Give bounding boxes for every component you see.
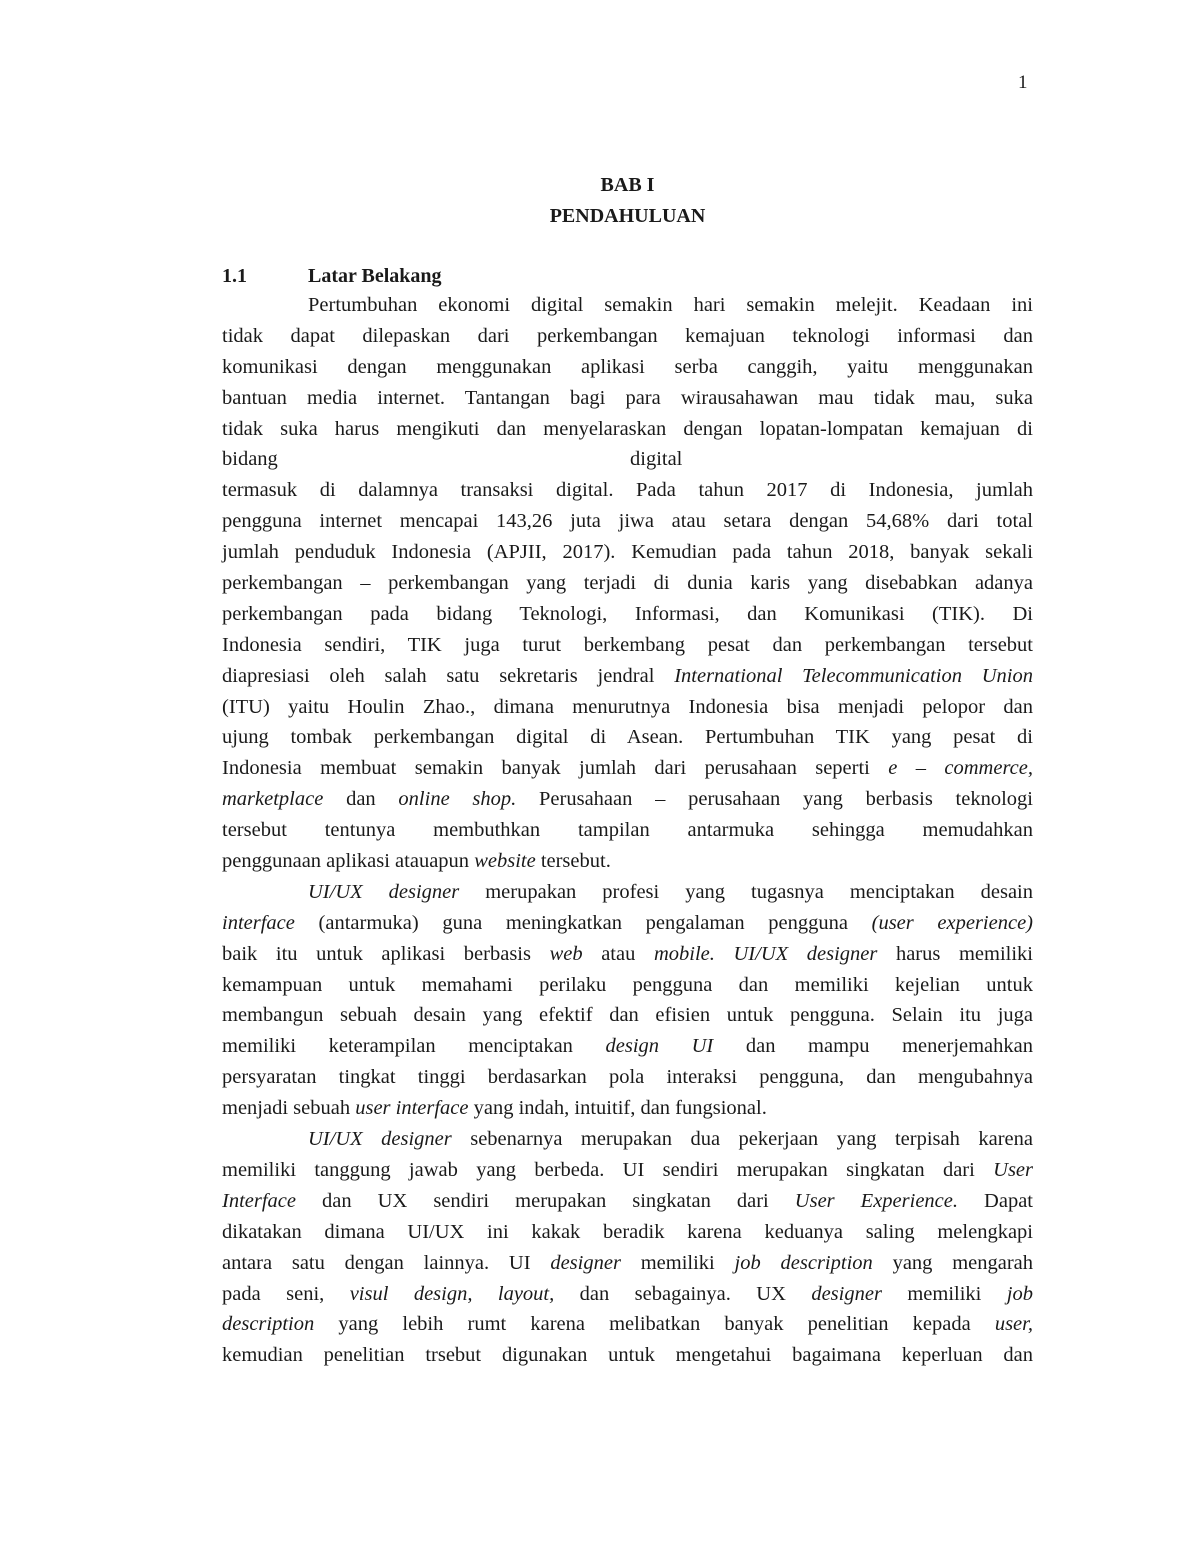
text-fragment-italic: online shop. [398, 788, 517, 811]
text-fragment-italic: Interface [222, 1189, 296, 1212]
text-fragment: penggunaan aplikasi atauapun [222, 850, 475, 873]
text-fragment-italic: design UI [605, 1035, 714, 1058]
paragraph-3 [222, 1124, 1033, 1371]
text-fragment-italic: user interface [355, 1097, 469, 1120]
text-line [222, 444, 1033, 475]
text-fragment: pada seni, [222, 1282, 350, 1305]
text-fragment-italic: web [549, 942, 583, 965]
text-fragment-italic: marketplace [222, 788, 324, 811]
section-heading [222, 261, 442, 292]
text-fragment-italic: job [1006, 1282, 1033, 1305]
text-fragment-italic: User [993, 1158, 1033, 1181]
text-line: termasuk di dalamnya transaksi digital. Pada tahun 2017 di Indonesia, jumlah [222, 479, 1033, 502]
text-line [222, 753, 1033, 784]
text-fragment-italic: (user experience) [871, 911, 1033, 934]
text-fragment-italic: UI/UX designer [733, 942, 878, 965]
page-number: 1 [1018, 72, 1028, 93]
text-line: Pertumbuhan ekonomi digital semakin hari semakin melejit. Keadaan ini [308, 294, 1033, 316]
text-fragment: menjadi sebuah [222, 1097, 356, 1120]
text-line: tidak dapat dilepaskan dari perkembangan kemajuan teknologi informasi dan [222, 324, 1033, 347]
text-line [222, 1279, 1033, 1310]
text-fragment: memiliki keterampilan menciptakan [222, 1035, 606, 1058]
text-fragment-italic: job description [734, 1251, 873, 1274]
text-line [222, 1248, 1033, 1279]
text-line [222, 1093, 1033, 1124]
text-fragment: dan sebagainya. UX [554, 1282, 812, 1305]
text-line [222, 908, 1033, 939]
text-fragment: antara satu dengan lainnya. UI [222, 1251, 551, 1274]
text-fragment-italic: description [222, 1313, 315, 1336]
text-fragment: dan UX sendiri merupakan singkatan dari [296, 1189, 795, 1212]
text-fragment-italic: User Experience. [794, 1189, 958, 1212]
text-fragment: dan [323, 788, 399, 811]
text-line [222, 1124, 1033, 1155]
text-fragment-italic: designer [811, 1282, 882, 1305]
text-fragment: baik itu untuk aplikasi berbasis [222, 942, 550, 965]
text-fragment-italic: interface [222, 911, 295, 934]
text-line [222, 1155, 1033, 1186]
text-fragment: harus memiliki [877, 942, 1033, 965]
text-line [222, 939, 1033, 970]
chapter-heading [222, 170, 1033, 232]
text-fragment-italic: International Telecommunication Union [674, 664, 1033, 687]
text-line: jumlah penduduk Indonesia (APJII, 2017). Kemudian pada tahun 2018, banyak sekali [222, 541, 1033, 564]
section-number: 1.1 [222, 265, 247, 287]
text-line: pengguna internet mencapai 143,26 juta jiwa atau setara dengan 54,68% dari total [222, 510, 1033, 533]
text-fragment: merupakan profesi yang tugasnya menciptakan desain [459, 880, 1033, 903]
text-fragment: yang indah, intuitif, dan fungsional. [468, 1097, 767, 1120]
paragraph-2 [222, 877, 1033, 1124]
text-fragment: yang lebih rumt karena melibatkan banyak penelitian kepada [314, 1313, 995, 1336]
text-fragment: memiliki [881, 1282, 1007, 1305]
text-line: perkembangan – perkembangan yang terjadi di dunia karis yang disebabkan adanya [222, 572, 1033, 595]
text-line: perkembangan pada bidang Teknologi, Informasi, dan Komunikasi (TIK). Di [222, 602, 1033, 625]
text-fragment [715, 943, 734, 965]
text-fragment: yang mengarah [872, 1251, 1034, 1274]
text-fragment: memiliki [620, 1251, 735, 1274]
text-fragment: Indonesia membuat semakin banyak jumlah dari perusahaan seperti [222, 757, 889, 780]
text-fragment: Perusahaan – perusahaan yang berbasis teknologi [516, 788, 1033, 811]
text-line [222, 877, 1033, 908]
chapter-title: PENDAHULUAN [549, 205, 706, 227]
text-fragment: atau [582, 942, 654, 965]
text-line: membangun sebuah desain yang efektif dan efisien untuk pengguna. Selain itu juga [222, 1004, 1033, 1027]
text-fragment: dan mampu menerjemahkan [713, 1035, 1034, 1058]
text-fragment: tersebut. [535, 850, 611, 873]
text-line: Indonesia sendiri, TIK juga turut berkembang pesat dan perkembangan tersebut [222, 633, 1033, 656]
text-fragment: diapresiasi oleh salah satu sekretaris jendral [222, 664, 675, 687]
text-fragment-italic: visul design, layout, [349, 1282, 555, 1305]
text-fragment-italic: UI/UX designer [308, 1128, 452, 1151]
text-line [222, 1309, 1033, 1340]
paragraph-1 [222, 290, 1033, 877]
text-line: tersebut tentunya membuthkan tampilan antarmuka sehingga memudahkan [222, 819, 1033, 842]
text-fragment: bidang [222, 448, 278, 471]
text-fragment: memiliki tanggung jawab yang berbeda. UI sendiri merupakan singkatan dari [222, 1158, 994, 1181]
text-fragment-italic: website [474, 850, 536, 873]
text-fragment-italic: user, [994, 1313, 1033, 1336]
text-line: persyaratan tingkat tinggi berdasarkan pola interaksi pengguna, dan mengubahnya [222, 1066, 1033, 1089]
text-line [222, 1031, 1033, 1062]
text-line: ujung tombak perkembangan digital di Asean. Pertumbuhan TIK yang pesat di [222, 726, 1033, 749]
text-fragment: Dapat [958, 1189, 1033, 1212]
text-line: dikatakan dimana UI/UX ini kakak beradik karena keduanya saling melengkapi [222, 1220, 1033, 1243]
text-line [222, 784, 1033, 815]
chapter-label: BAB I [600, 174, 655, 196]
text-line: (ITU) yaitu Houlin Zhao., dimana menurutnya Indonesia bisa menjadi pelopor dan [222, 695, 1033, 718]
text-fragment: (antarmuka) guna meningkatkan pengalaman pengguna [294, 911, 872, 934]
text-fragment: sebenarnya merupakan dua pekerjaan yang terpisah karena [451, 1128, 1033, 1151]
text-line [222, 1186, 1033, 1217]
text-line: kemampuan untuk memahami perilaku pengguna dan memiliki kejelian untuk [222, 973, 1033, 996]
text-line [222, 661, 1033, 692]
text-fragment-italic: UI/UX designer [308, 880, 460, 903]
text-fragment-italic: designer [550, 1251, 621, 1274]
text-line: bantuan media internet. Tantangan bagi para wirausahawan mau tidak mau, suka [222, 386, 1033, 409]
body-text [222, 290, 1033, 1371]
text-fragment-italic: e – commerce, [888, 757, 1033, 780]
text-line: kemudian penelitian trsebut digunakan untuk mengetahui bagaimana keperluan dan [222, 1344, 1033, 1367]
text-line [222, 846, 1033, 877]
section-title: Latar Belakang [308, 265, 442, 287]
text-line: tidak suka harus mengikuti dan menyelaraskan dengan lopatan-lompatan kemajuan di [222, 417, 1033, 440]
text-fragment: digital [630, 448, 683, 471]
text-line: komunikasi dengan menggunakan aplikasi serba canggih, yaitu menggunakan [222, 355, 1033, 378]
text-fragment-italic: mobile. [653, 942, 715, 965]
